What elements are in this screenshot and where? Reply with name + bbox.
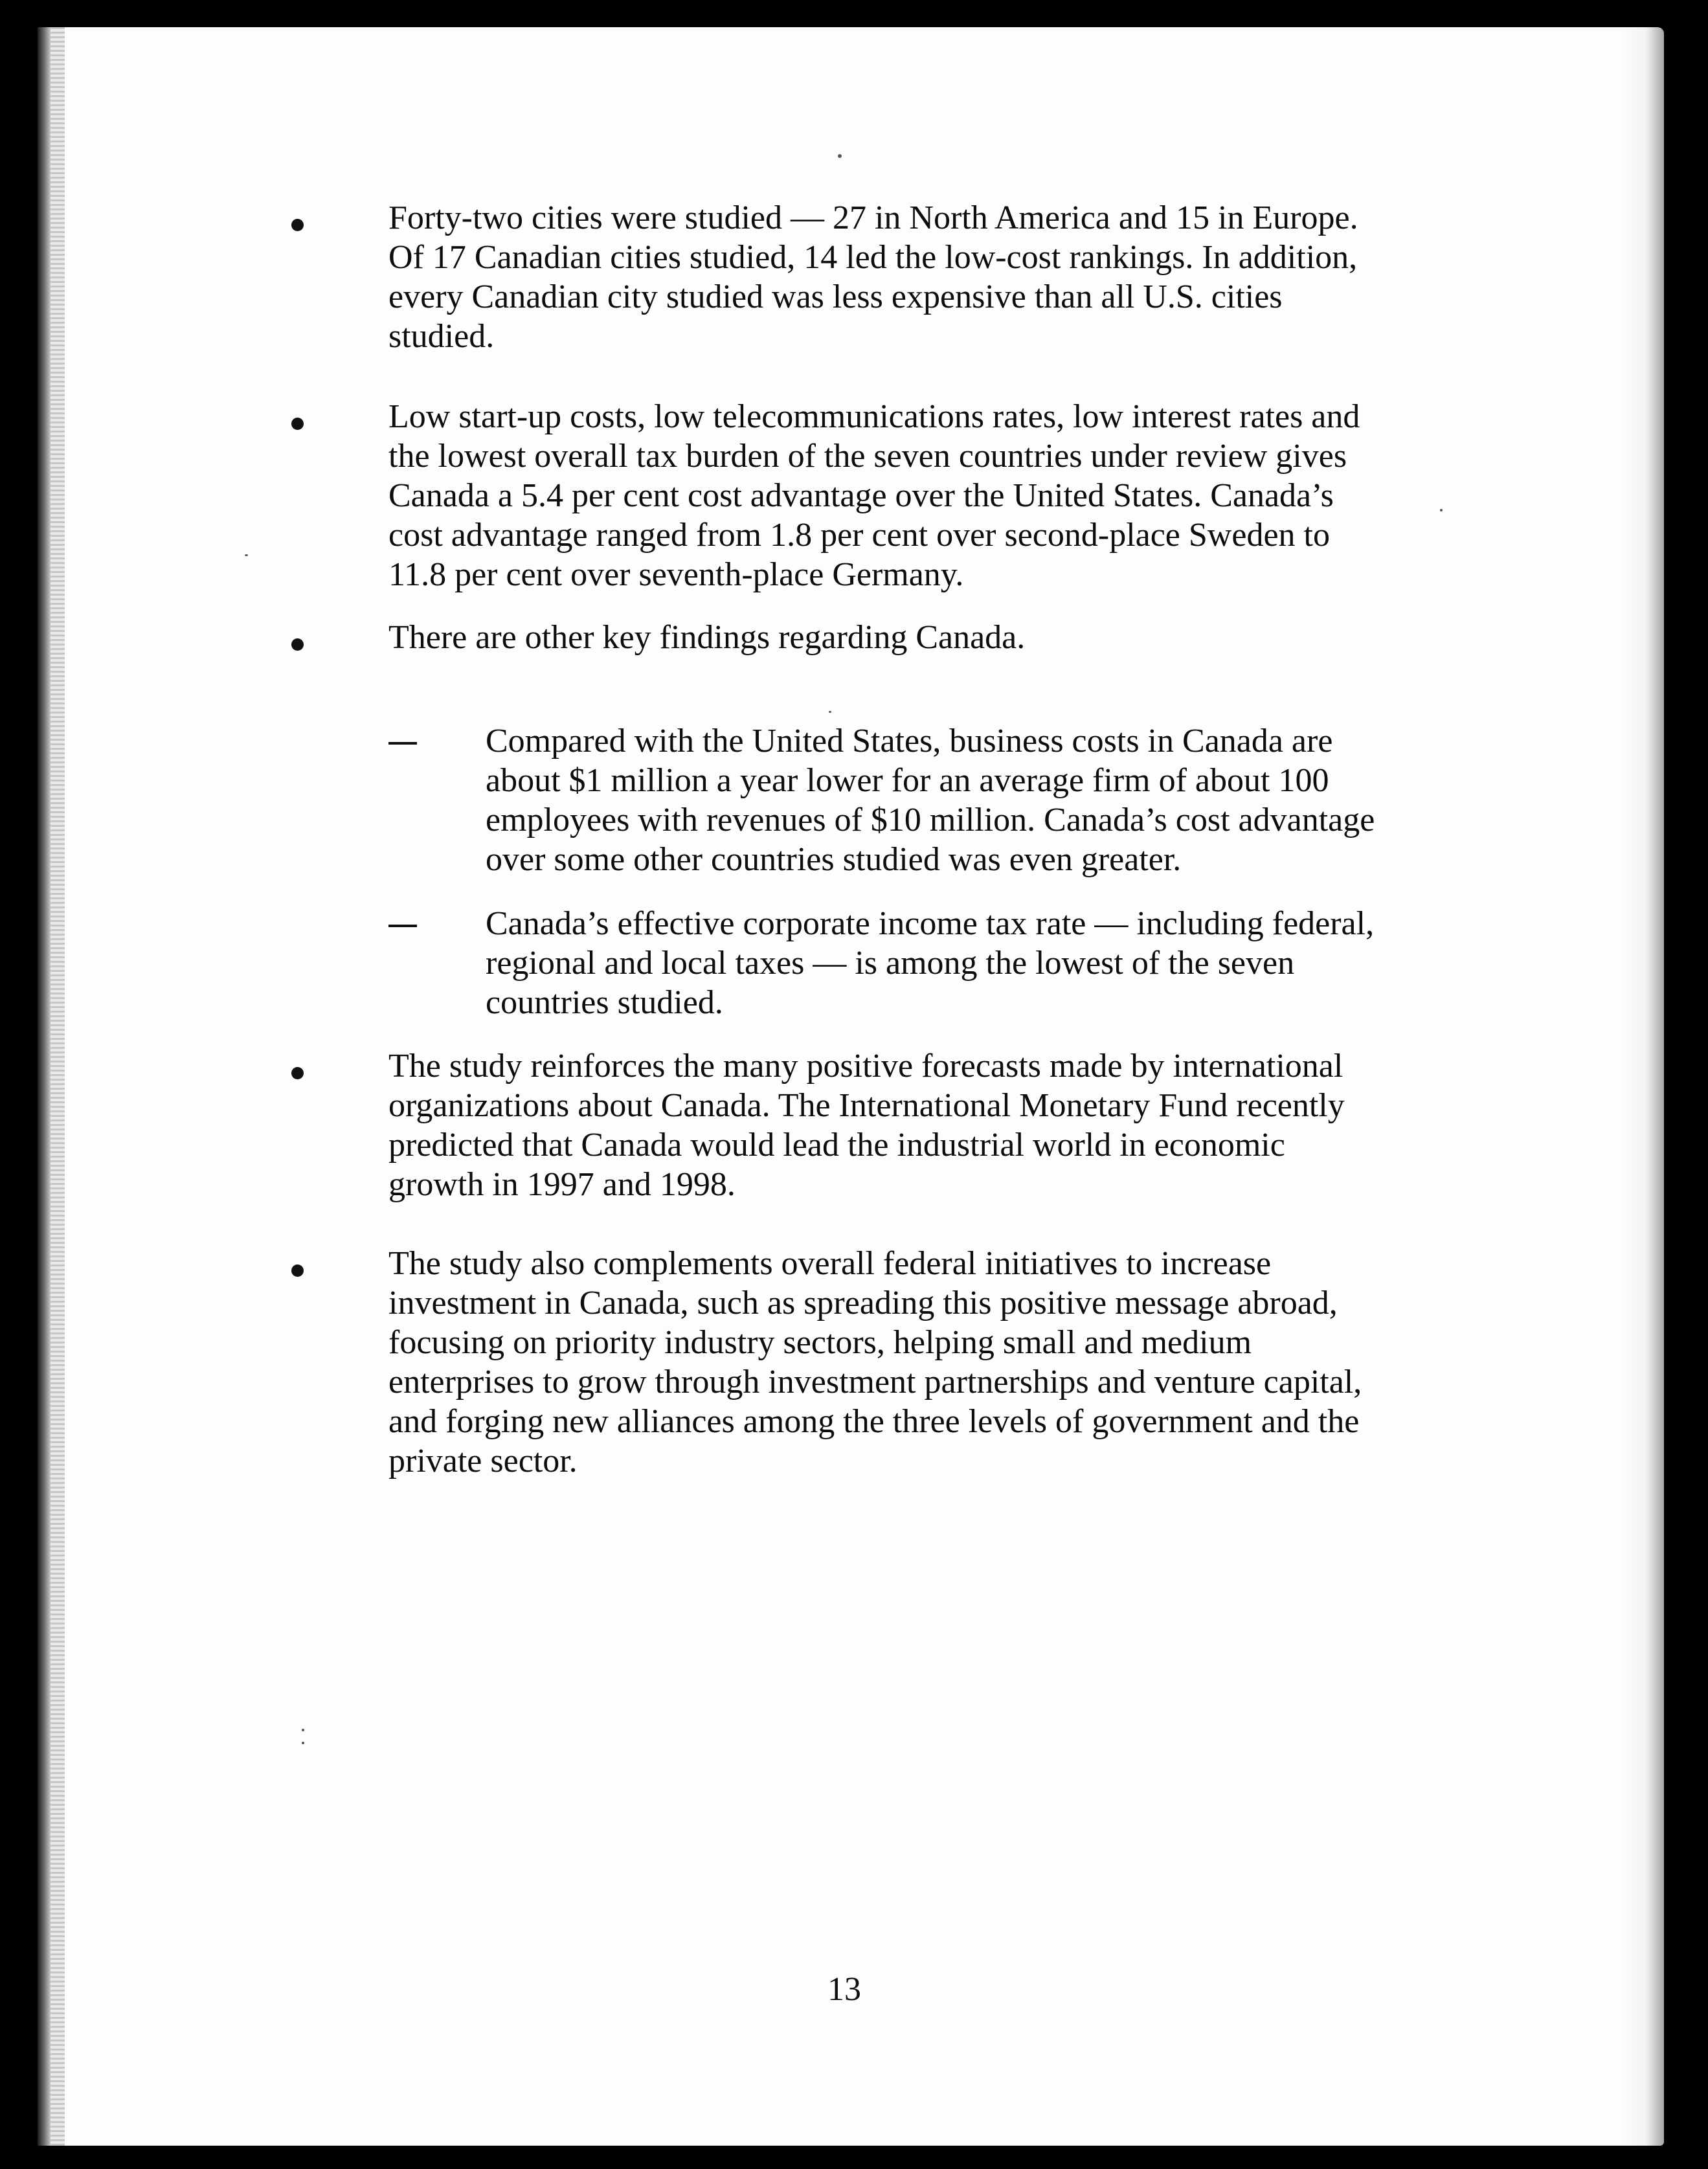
- sub-bullet-paragraph-tax-rate: Canada’s effective corporate income tax rate — including federal, regional and local taxes — is among the lowest of the seven countries studied.: [486, 905, 1375, 1021]
- scan-speck: [838, 154, 842, 158]
- document-page: [38, 27, 1664, 2146]
- document-body: [38, 27, 1664, 2146]
- bullet-paragraph-positive-forecasts: The study reinforces the many positive forecasts made by international organizations about Canada. The International Monetary Fund recently predicted that Canada would lead the industrial world in economic growth in 1997 and 1998.: [388, 1048, 1345, 1203]
- bullet-icon: [291, 1264, 304, 1277]
- bullet-icon: [291, 418, 304, 430]
- scan-speck: [1440, 509, 1443, 511]
- scan-speck: [302, 1729, 304, 1731]
- bullet-icon: [291, 1067, 304, 1079]
- bullet-icon: [291, 219, 304, 231]
- scan-speck: [245, 554, 248, 556]
- bullet-paragraph-cost-advantage: Low start-up costs, low telecommunications rates, low interest rates and the lowest overall tax burden of the seven countries under review gives Canada a 5.4 per cent cost advantage over the United States. Canada’s cost advantage ranged from 1.8 per cent over second-place Sweden to 11.8 per cent over seventh-place Germany.: [388, 398, 1360, 593]
- scan-speck: [829, 711, 831, 713]
- bullet-paragraph-federal-initiatives: The study also complements overall federal initiatives to increase investment in Canada, such as spreading this positive message abroad, focusing on priority industry sectors, helping small and medium enterprises to grow through investment partnerships and venture capital, and forging new alliances among the three levels of government and the private sector.: [388, 1245, 1362, 1479]
- scan-speck: [302, 1742, 304, 1744]
- sub-bullet-paragraph-business-costs: Compared with the United States, business costs in Canada are about $1 million a year lower for an average firm of about 100 employees with revenues of $10 million. Canada’s cost advantage over some other countries studied was even greater.: [486, 723, 1375, 878]
- bullet-paragraph-key-findings: There are other key findings regarding Canada.: [388, 619, 1026, 656]
- page-number: 13: [827, 1971, 861, 2008]
- bullet-icon: [291, 638, 304, 651]
- bullet-paragraph-cities-studied: Forty-two cities were studied — 27 in North America and 15 in Europe. Of 17 Canadian cities studied, 14 led the low-cost rankings. In addition, every Canadian city studied was less expensive than all U.S. cities studied.: [388, 199, 1358, 355]
- dash-icon: [388, 925, 417, 927]
- dash-icon: [388, 742, 417, 745]
